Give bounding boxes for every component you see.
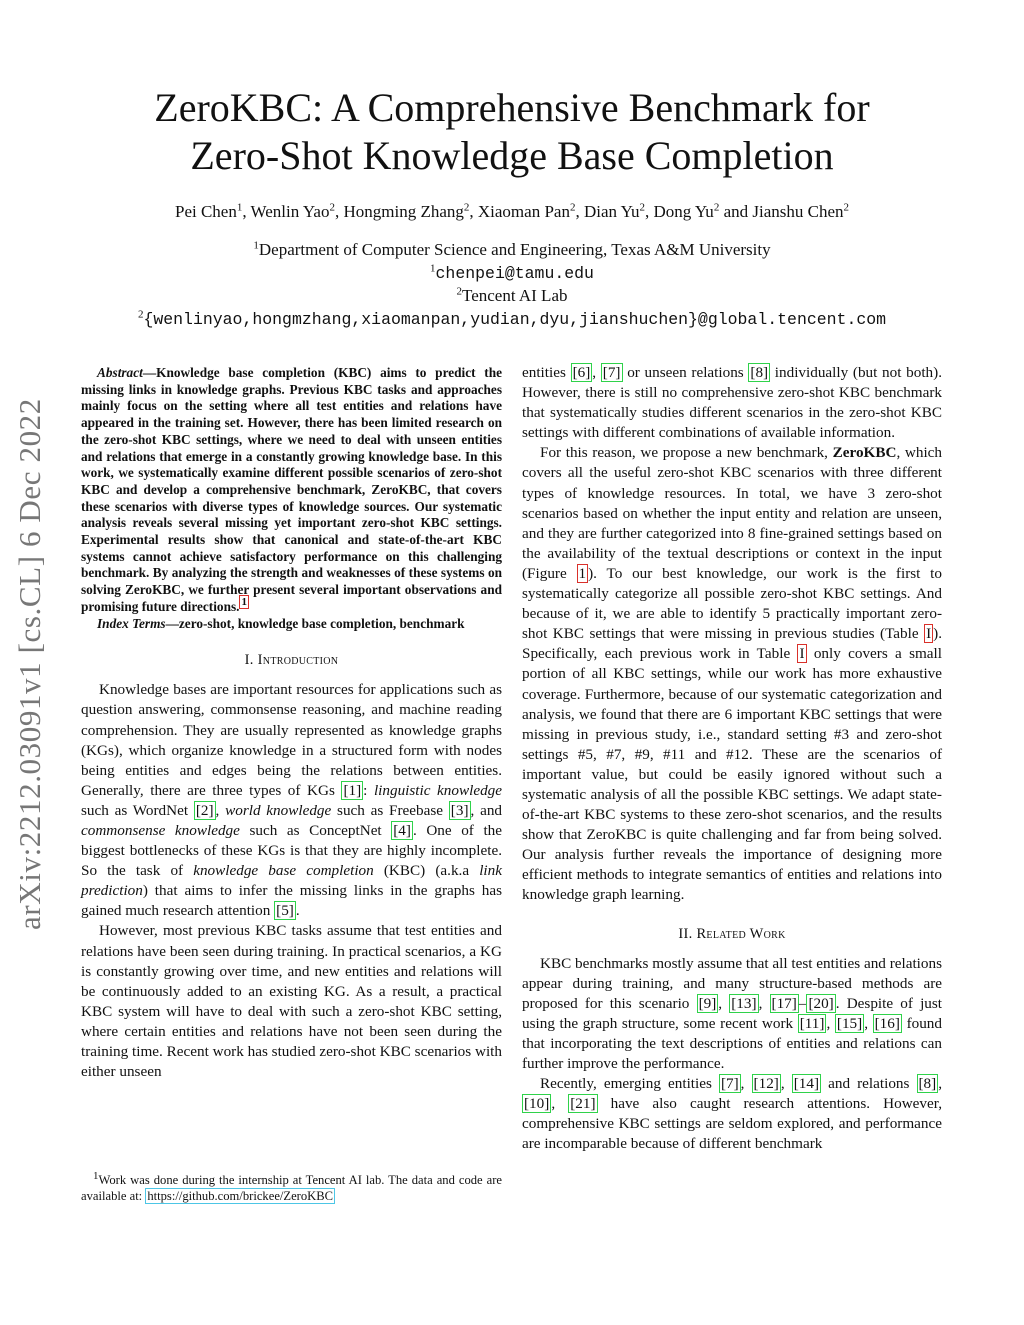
figure-link[interactable]: 1 [578,564,587,582]
email-1: chenpei@tamu.edu [435,264,594,283]
section-number: II. [678,925,693,942]
affiliation-2 [0,286,1024,306]
intro-paragraph-1: Knowledge bases are important resources for applications such as question answering, commonsense reasoning, and machine reading comprehension. They are usually represented as knowledge graphs (KGs), which organize knowledge in a structured form with nodes being entities and edges being the relations between entities. Generally, there are three types of KGs [1] : linguistic knowledge such as WordNet [2] , world knowledge such as Freebase [3] , and commonsense knowledge such as ConceptNet [4] . One of the biggest bottlenecks of these KGs is that they are highly incomplete. So the task of knowledge base completion (KBC) (a.k.a link prediction) that aims to infer the missing links in the graphs has gained much research attention [5] . [81,681,503,920]
author-aff: 2 [713,201,720,214]
table-link[interactable]: I [926,625,932,643]
abstract-text: —Knowledge base completion (KBC) aims to predict the missing links in knowledge graphs. Previous KBC tasks and approaches mainly focus on the setting where all test entities and relations have appeared in the training set. However, there has been limited research on the zero-shot KBC settings, where we need to deal with unseen entities and relations that emerge in a constantly growing knowledge base. In this work, we systematically examine different possible scenarios of zero-shot KBC and develop a comprehensive benchmark, ZeroKBC, that covers these scenarios with diverse types of knowledge sources. Our systematic analysis reveals several missing yet important zero-shot KBC settings. Experimental results show that canonical and state-of-the-art KBC systems cannot achieve satisfactory performance on this challenging benchmark. By analyzing the strength and weaknesses of these systems on solving ZeroKBC, we further present several important observations and promising future directions. [81,365,502,614]
citation-link[interactable]: [7] [602,364,621,381]
aff-number: 2 [137,308,144,321]
title-line-1: ZeroKBC: A Comprehensive Benchmark for [154,85,870,130]
author-sep: , [645,202,654,221]
author-aff: 2 [569,201,576,214]
section-title: Introduction [257,652,339,669]
abstract [81,365,502,632]
citation-link[interactable]: [1] [343,781,362,799]
paper-title [0,84,1024,180]
footnote [81,1169,502,1204]
author-name: Dian Yu [583,202,640,221]
related-paragraph-1: KBC benchmarks mostly assume that all test entities and relations appear during training, and many structure-based methods are proposed for this scenario [9] , [13] , [17] – [20] . Despite of just using the graph structure, some recent work [11] , [15] , [16] found that incorporating the text descriptions of entities and relations can further improve the performance. [522,954,943,1073]
arxiv-stamp: arXiv:2212.03091v1 [cs.CL] 6 Dec 2022 [12,398,47,930]
author-name: Hongming Zhang [343,202,464,221]
citation-link[interactable]: [3] [450,801,469,819]
citation-link[interactable]: [15] [836,1014,863,1032]
citation-link[interactable]: [21] [570,1095,596,1113]
author-name: Wenlin Yao [250,202,330,221]
citation-link[interactable]: [2] [195,801,214,819]
citation-link[interactable]: [9] [698,994,717,1012]
citation-link[interactable]: [8] [750,364,769,381]
email-2-line [0,309,1024,329]
index-terms-label: Index Terms [97,615,166,631]
footnote-number: 1 [93,1169,99,1182]
author-sep: , [575,202,584,221]
aff-number: 2 [456,285,462,298]
section-title: Related Work [696,925,786,942]
right-column [522,363,942,1155]
author-aff: 2 [843,201,849,214]
citation-link[interactable]: [14] [793,1075,820,1093]
citation-link[interactable]: [7] [720,1075,739,1093]
author-aff: 2 [329,201,335,214]
author-name: Pei Chen [174,202,237,221]
email-2: {wenlinyao,hongmzhang,xiaomanpan,yudian,dyu,jianshuchen}@global.tencent.com [143,310,887,329]
aff-number: 1 [430,262,436,275]
index-terms-text: —zero-shot, knowledge base completion, benchmark [165,615,465,631]
author-list [0,202,1024,222]
citation-link[interactable]: [13] [731,994,757,1012]
affiliation-1 [0,240,1024,260]
author-name: Jianshu Chen [752,202,844,221]
citation-link[interactable]: [12] [753,1075,779,1093]
author-sep: , [334,202,344,221]
author-aff: 1 [236,201,243,214]
author-name: Dong Yu [653,202,714,221]
footnote-text: Work was done during the internship at Tencent AI lab. The data and code are available at: [81,1173,502,1203]
footnote-ref[interactable]: 1 [241,596,247,609]
author-name: Xiaoman Pan [477,202,570,221]
author-aff: 2 [463,201,470,214]
author-aff: 2 [639,201,646,214]
citation-link[interactable]: [5] [276,902,294,920]
section-heading-related-work [522,924,942,944]
citation-link[interactable]: [20] [808,994,834,1012]
intro-paragraph-3: For this reason, we propose a new benchmark, ZeroKBC, which covers all the useful zero-shot KBC scenarios with three different types of knowledge resources. In total, we have 3 zero-shot scenarios based on whether the input entity and relation are unseen, and they are further categorized into 8 fine-grained settings based on the availability of the textual descriptions or context in the input (Figure 1 ). To our best knowledge, our work is the first to systematically categorize all possible zero-shot KBC settings. And because of it, we are able to identify 5 practically important zero-shot KBC settings that were missing in previous studies (Table I ). Specifically, each previous work in Table I only covers a small portion of all KBC settings, while our work has more exhaustive coverage. Furthermore, because of our systematic categorization and analysis, we found that there are 6 important KBC settings that were missing in previous study, i.e., standard setting #3 and zero-shot settings #5, #7, #9, #11 and #12. These are the scenarios of important value, but could be easily ignored without such a systematic analysis of all the possible KBC settings. We adapt state-of-the-art KBC systems to these zero-shot scenarios, and the results show that ZeroKBC is quite challenging and far from being solved. Our analysis further reveals the importance of designing more efficient methods to integrate semantics of entities and relations into knowledge graph learning. [522,444,942,904]
title-line-2: Zero-Shot Knowledge Base Completion [190,133,834,178]
aff-number: 1 [253,239,259,252]
citation-link[interactable]: [4] [393,822,411,839]
section-number: I. [244,652,254,669]
left-column [81,365,502,1082]
affiliation-text: Department of Computer Science and Engineering, Texas A&M University [258,240,771,259]
footnote-url-link[interactable]: https://github.com/brickee/ZeroKBC [147,1189,334,1203]
related-paragraph-2: Recently, emerging entities [7] , [12] , [14] and relations [8] , [10] , [21] have also caught research attentions. However, comprehensive KBC settings are seldom explored, and performance are incomparable because of different benchmark [522,1075,943,1153]
intro-continued-paragraph: entities [6] , [7] or unseen relations [8] individually (but not both). However, there is still no comprehensive zero-shot KBC benchmark that systematically studies different scenarios in the zero-shot KBC settings with different combinations of available information. [522,364,943,442]
intro-paragraph-2: However, most previous KBC tasks assume that test entities and relations have been seen during training. In practical scenarios, a KG is constantly growing over time, and new entities and relations will be continuously added to an existing KG. As a result, a practical KBC system will have to deal with such a zero-shot KBC setting, where certain entities and relations have not been seen during the training time. Recent work has studied zero-shot KBC scenarios with either unseen [81,922,502,1081]
citation-link[interactable]: [8] [918,1075,937,1093]
citation-link[interactable]: [10] [524,1095,550,1113]
author-and: and [719,202,753,221]
affiliation-text: Tencent AI Lab [462,286,568,305]
citation-link[interactable]: [6] [572,364,591,381]
author-sep: , [469,202,478,221]
section-heading-introduction [81,650,502,670]
email-1-line [0,263,1024,283]
table-link[interactable]: I [799,645,805,663]
author-sep: , [242,202,251,221]
citation-link[interactable]: [17] [771,994,797,1012]
citation-link[interactable]: [11] [799,1014,825,1032]
abstract-label: Abstract [97,365,143,380]
citation-link[interactable]: [16] [874,1014,900,1032]
